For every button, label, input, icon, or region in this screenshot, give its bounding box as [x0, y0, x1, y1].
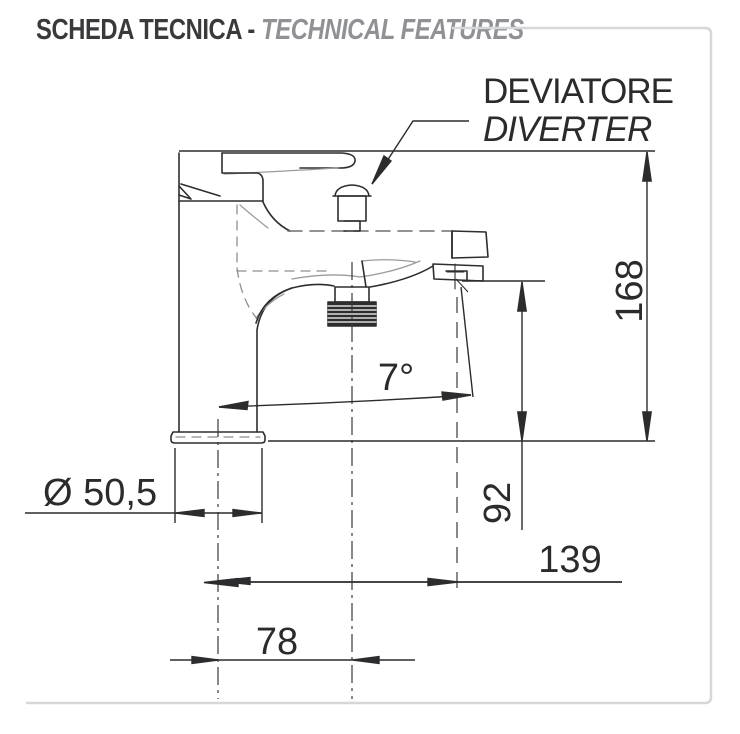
dim-label-spout-height: 92: [477, 481, 519, 525]
dim-label-diverter-offset: 78: [255, 621, 299, 663]
dim-label-total-height: 168: [609, 259, 651, 323]
dim-label-base-diameter: Ø 50,5: [43, 472, 158, 514]
callout-leader: [372, 121, 469, 184]
callout-label-italian: DEVIATORE: [483, 72, 674, 111]
title-english: TECHNICAL FEATURES: [261, 14, 524, 46]
centerlines: [218, 262, 457, 699]
diverter-knob: [333, 185, 371, 231]
callout-label-english: DIVERTER: [483, 110, 652, 149]
faucet-handle: [179, 153, 355, 201]
faucet-body: [179, 153, 332, 432]
dim-spout-height: [518, 282, 526, 530]
title-separator: -: [247, 14, 255, 46]
title-italian: SCHEDA TECNICA: [36, 14, 242, 46]
dim-label-spout-reach: 139: [538, 539, 602, 581]
faucet-drawing: [171, 153, 488, 443]
dim-label-spout-angle: 7°: [377, 357, 415, 399]
